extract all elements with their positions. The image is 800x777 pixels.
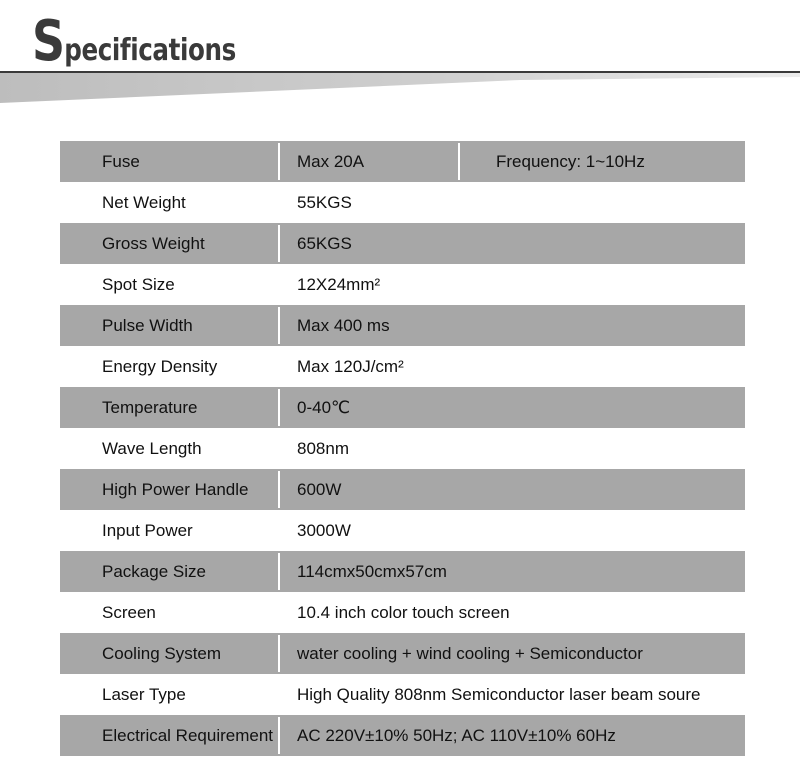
page-title: [32, 9, 236, 79]
table-row: [60, 428, 745, 469]
table-row: [60, 469, 745, 510]
column-divider: [278, 553, 280, 590]
spec-label: Spot Size: [102, 275, 175, 294]
spec-label: Pulse Width: [102, 316, 193, 335]
spec-value: 808nm: [297, 439, 349, 458]
spec-label: Cooling System: [102, 644, 222, 663]
spec-label: Temperature: [102, 398, 198, 417]
spec-value: 600W: [297, 480, 342, 499]
spec-value: AC 220V±10% 50Hz; AC 110V±10% 60Hz: [297, 726, 616, 745]
column-divider: [278, 225, 280, 262]
table-row: [60, 264, 745, 305]
table-row: [60, 510, 745, 551]
specifications-table: [60, 141, 745, 756]
spec-value: 0-40℃: [297, 398, 351, 417]
spec-value: 55KGS: [297, 193, 352, 212]
spec-value: 3000W: [297, 521, 351, 540]
spec-value: High Quality 808nm Semiconductor laser beam soure: [297, 685, 701, 704]
table-row: [60, 305, 745, 346]
title-rest: pecifications: [64, 33, 236, 68]
spec-value: 114cmx50cmx57cm: [297, 562, 447, 581]
spec-label: Screen: [102, 603, 156, 622]
table-row: [60, 346, 745, 387]
table-row: [60, 551, 745, 592]
spec-value: 10.4 inch color touch screen: [297, 603, 510, 622]
column-divider: [278, 717, 280, 754]
column-divider: [278, 143, 280, 180]
spec-value: Max 20A: [297, 152, 365, 171]
table-row: [60, 674, 745, 715]
spec-label: Fuse: [102, 152, 140, 171]
table-row: [60, 592, 745, 633]
spec-value: Max 400 ms: [297, 316, 390, 335]
column-divider: [278, 389, 280, 426]
table-row: [60, 223, 745, 264]
spec-label: Electrical Requirement: [102, 726, 274, 745]
spec-extra: Frequency: 1~10Hz: [496, 152, 645, 171]
spec-label: Wave Length: [102, 439, 202, 458]
spec-label: Input Power: [102, 521, 193, 540]
spec-label: Energy Density: [102, 357, 218, 376]
table-row: [60, 633, 745, 674]
spec-value: water cooling + wind cooling + Semiconductor: [297, 644, 643, 663]
spec-value: Max 120J/cm²: [297, 357, 404, 376]
column-divider: [278, 635, 280, 672]
title-initial: S: [32, 9, 65, 74]
spec-value: 65KGS: [297, 234, 352, 253]
spec-value: 12X24mm²: [297, 275, 381, 294]
spec-label: Laser Type: [102, 685, 186, 704]
table-row: [60, 715, 745, 756]
spec-label: Net Weight: [102, 193, 186, 212]
spec-label: Gross Weight: [102, 234, 205, 253]
column-divider: [458, 143, 460, 180]
table-row: [60, 141, 745, 182]
column-divider: [278, 471, 280, 508]
spec-label: Package Size: [102, 562, 206, 581]
table-row: [60, 182, 745, 223]
table-row: [60, 387, 745, 428]
header-banner: [0, 0, 800, 110]
spec-label: High Power Handle: [102, 480, 249, 499]
column-divider: [278, 307, 280, 344]
